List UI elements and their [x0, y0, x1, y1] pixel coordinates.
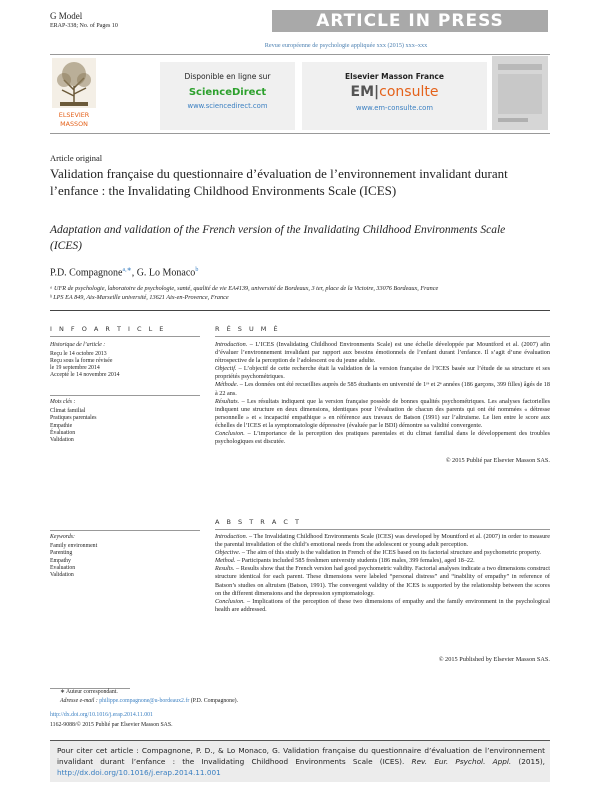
em-consulte-brand: [302, 84, 487, 100]
resume-divider: [215, 336, 550, 337]
keywords-title-en: Keywords:: [50, 534, 75, 540]
history-received: Reçu le 14 octobre 2013: [50, 351, 107, 357]
svg-text:ELSEVIER: ELSEVIER: [58, 111, 90, 119]
keywords-title-fr: Mots clés :: [50, 399, 76, 405]
author-list: [50, 266, 198, 278]
resume-objective: [215, 365, 550, 381]
resume-conc-heading: Conclusion.: [215, 430, 245, 438]
keyword-en: Parenting: [50, 550, 73, 556]
keywords-divider: [50, 395, 200, 396]
resume-introduction: [215, 341, 550, 365]
elsevier-logo: [50, 56, 98, 130]
abstract-intro-heading: Introduction.: [215, 533, 248, 540]
email-label: Adresse e-mail :: [60, 698, 100, 704]
resume-heading: R É S U M É: [215, 325, 281, 333]
abstract-divider: [215, 529, 550, 530]
resume-res-text: – Les résultats indiquent que la version française possède de bonnes qualités psychométriques. Les analyses factorielles indiquent une structure en deux dimensions, identiques pour l’évaluation de chacun des parents qui ont été nommées « détresse personnelle » et « incapacité empathique » en référence aux travaux de Batson (1991) sur l’altruisme. Le lien entre le score aux échelles de l’ICES et la symptomatologie dépressive (évaluée par le BDI) démontre sa validité convergente.: [215, 397, 550, 429]
abstract-introduction: [215, 533, 550, 549]
resume-copyright: © 2015 Publié par Elsevier Masson SAS.: [445, 457, 550, 464]
resume-intro-heading: Introduction.: [215, 341, 248, 348]
issn-line: 1162-9088/© 2015 Publié par Elsevier Masson SAS.: [50, 722, 173, 728]
email-footnote: [60, 698, 238, 704]
abstract-results: [215, 565, 550, 597]
svg-text:MASSON: MASSON: [60, 120, 88, 128]
resume-res-heading: Résultats.: [215, 397, 240, 405]
author-separator: , G. Lo Monaco: [131, 267, 196, 279]
history-accepted: Accepté le 14 novembre 2014: [50, 372, 120, 378]
citation-journal: Rev. Eur. Psychol. Appl.: [411, 757, 512, 766]
header-divider: [50, 310, 550, 311]
info-article-heading: I N F O A R T I C L E: [50, 325, 166, 333]
resume-conc-text: – L’importance de la perception des pratiques parentales et du climat familial dans le développement des troubles psychologiques est discutée.: [215, 430, 550, 446]
author-email-link[interactable]: philippe.compagnone@u-bordeaux2.fr: [99, 698, 190, 704]
journal-cover-icon: [492, 56, 548, 130]
keyword-fr: Pratiques parentales: [50, 415, 97, 421]
sciencedirect-brand: ScienceDirect: [188, 87, 267, 98]
keyword-en: Evaluation: [50, 565, 76, 571]
keyword-en: Validation: [50, 572, 74, 578]
g-model-label: G Model: [50, 11, 83, 21]
keyword-en: Empathy: [50, 558, 71, 564]
keywords-en-divider: [50, 530, 200, 531]
abstract-conclusion: [215, 598, 550, 614]
citation-text: [57, 745, 545, 778]
article-title-french: Validation française du questionnaire d’évaluation de l’environnement invalidant durant l’enfance : the Invalidating Childhood Environments Scale (ICES): [50, 166, 508, 198]
info-divider: [50, 336, 200, 337]
journal-citation-line[interactable]: Revue européenne de psychologie appliquée xxx (2015) xxx–xxx: [264, 42, 428, 49]
keyword-en: Family environment: [50, 543, 98, 549]
author-compagnone: P.D. Compagnone: [50, 267, 123, 279]
article-reference: ERAP-338; No. of Pages 10: [50, 23, 118, 29]
resume-obj-text: – L’objectif de cette recherche était la validation de la version française de l’ICES basée sur l’étude de sa structure et ses propriétés psychométriques.: [215, 365, 550, 381]
history-revised: Reçu sous la forme révisée: [50, 358, 113, 364]
em-publisher-label: Elsevier Masson France: [345, 72, 444, 81]
abstract-copyright: © 2015 Published by Elsevier Masson SAS.: [438, 656, 550, 663]
keyword-fr: Validation: [50, 437, 74, 443]
keyword-fr: Empathie: [50, 423, 73, 429]
article-in-press-banner: ARTICLE IN PRESS: [272, 10, 548, 32]
doi-link[interactable]: http://dx.doi.org/10.1016/j.erap.2014.11.001: [50, 712, 153, 718]
abstract-res-heading: Results.: [215, 565, 235, 573]
sciencedirect-box: [160, 62, 295, 130]
sd-available-label: Disponible en ligne sur: [184, 72, 271, 81]
keyword-fr: Climat familial: [50, 408, 86, 414]
abstract-meth-text: – Participants included 585 freshmen university students (186 males, 399 females), aged 18–22.: [235, 557, 475, 565]
abstract-intro-text: – The Invalidating Childhood Environments Scale (ICES) was developed by Mountford et al. (2007) in order to measure the parental invalidation of the child’s emotional needs from the adolescent or young adult perception.: [215, 533, 550, 549]
abstract-method: [215, 557, 550, 565]
em-consulte-link[interactable]: www.em-consulte.com: [356, 104, 433, 112]
author2-affiliation-mark[interactable]: b: [195, 267, 199, 273]
history-revised-date: le 19 septembre 2014: [50, 365, 100, 371]
citation-main: Pour citer cet article : Compagnone, P. D., & Lo Monaco, G. Validation française du questionnaire d’évaluation de l’environnement invalidant durant l’enfance : the Invalidating Childhood Environments Scale (ICES).: [57, 746, 545, 766]
resume-results: [215, 398, 550, 430]
journal-cover-thumbnail: [492, 56, 548, 130]
resume-conclusion: [215, 430, 550, 446]
affiliation-b: ᵇ LPS EA 849, Aix-Marseille université, 13621 Aix-en-Provence, France: [50, 294, 229, 301]
abstract-obj-text: – The aim of this study is the validation in French of the ICES based on its factorial structure and psychometric property.: [240, 549, 541, 557]
affiliation-a: ᵃ UFR de psychologie, laboratoire de psychologie, santé, qualité de vie EA4139, université de Bordeaux, 3 ter, place de la Victoire, 33076 Bordeaux, France: [50, 285, 439, 292]
abstract-meth-heading: Method.: [215, 557, 236, 565]
corresponding-author-note: ∗ Auteur correspondant.: [60, 689, 118, 695]
elsevier-tree-icon: [50, 56, 98, 130]
abstract-conc-text: – Implications of the perception of these two dimensions of empathy and the family environment in the psychological health are addressed.: [215, 597, 550, 613]
history-title: Historique de l’article :: [50, 342, 106, 348]
author1-affiliation-mark[interactable]: a,∗: [122, 267, 132, 273]
resume-meth-heading: Méthode.: [215, 381, 239, 389]
resume-body: [215, 341, 550, 446]
abstract-conc-heading: Conclusion.: [215, 597, 245, 605]
citation-doi-link[interactable]: http://dx.doi.org/10.1016/j.erap.2014.11.001: [57, 768, 221, 777]
resume-obj-heading: Objectif.: [215, 365, 237, 373]
article-type: Article original: [50, 153, 103, 163]
em-consulte-box: [302, 62, 487, 130]
citation-year: (2015),: [511, 757, 546, 766]
abstract-res-text: – Results show that the French version had good psychometric validity. Factorial analyses indicate a two dimensions construct structure identical for each parent. These dimensions were labeled “personal distress” and “inability of empathy” in reference of Batson’s studies on altruism (Batson, 1991). The convergent validity of the ICES is supported by the relationship between the scores on the different dimensions and the depression symptomatology.: [215, 565, 550, 597]
resume-intro-text: – L’ICES (Invalidating Childhood Environments Scale) est une échelle développée par Mountford et al. (2007) afin d’évaluer l’environnement invalidant par rapport aux besoins émotionnels de l’enfant durant l’enfance. Il s’agit d’une évaluation rétrospective de la perception de l’adolescent ou du jeune adulte.: [215, 341, 550, 365]
sciencedirect-link[interactable]: www.sciencedirect.com: [187, 102, 268, 110]
consulte-brand-part: consulte: [379, 84, 439, 100]
keyword-fr: Évaluation: [50, 430, 76, 436]
abstract-objective: [215, 549, 550, 557]
resume-method: [215, 381, 550, 397]
resume-meth-text: – Les données ont été recueillies auprès de 585 étudiants en université de 1ʳᵉ et 2ᵉ années (186 garçons, 399 filles) âgés de 18 à 22 ans.: [215, 381, 550, 397]
article-title-english: Adaptation and validation of the French version of the Invalidating Childhood Environments Scale (ICES): [50, 224, 506, 252]
abstract-heading: A B S T R A C T: [215, 518, 302, 526]
em-brand-part: EM|: [350, 84, 380, 100]
abstract-obj-heading: Objective.: [215, 549, 241, 557]
email-owner: (P.D. Compagnone).: [189, 698, 239, 704]
abstract-body: [215, 533, 550, 614]
